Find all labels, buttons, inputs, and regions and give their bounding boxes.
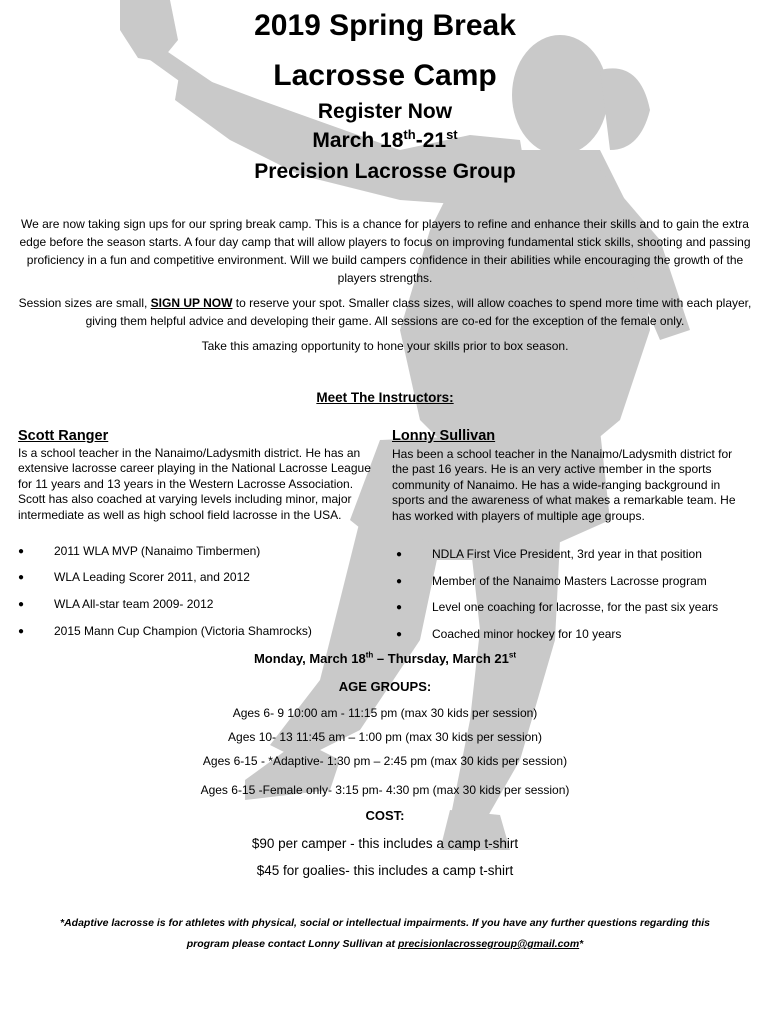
camp-days-end: – Thursday, March 21 (373, 651, 509, 666)
session-text-before: Session sizes are small, (18, 296, 151, 310)
list-item (18, 570, 378, 585)
camp-days-sup2: st (508, 650, 517, 660)
footnote-line2 (0, 937, 770, 951)
camp-days (0, 651, 770, 667)
bullet-icon: ● (396, 549, 403, 560)
bullet-text: WLA All-star team 2009- 2012 (54, 597, 214, 611)
list-item (396, 547, 756, 562)
bullet-text: Coached minor hockey for 10 years (432, 627, 622, 641)
camp-dates (0, 128, 770, 154)
camp-dates-sup2: st (446, 127, 458, 142)
list-item (396, 627, 756, 642)
list-item (18, 597, 378, 612)
organization-name: Precision Lacrosse Group (254, 160, 516, 183)
camp-days-start: Monday, March 18 (253, 651, 366, 666)
cost-heading: COST: (365, 808, 405, 823)
bullet-text: WLA Leading Scorer 2011, and 2012 (54, 570, 250, 584)
bullet-icon: ● (18, 626, 25, 637)
instructor-bio-lonny: Has been a school teacher in the Nanaimo/Ladysmith district for the past 16 years. He is an very active member in the sports community of Nanaimo. He has a wide-ranging background in sports and the awareness of what makes a remarkable team. He has worked with players of multiple age groups. (392, 447, 736, 523)
bullet-icon: ● (18, 599, 25, 610)
session-text-after: to reserve your spot. Smaller class sizes, will allow coaches to spend more time with each player, giving them helpful advice and developing their game. All sessions are co-ed for the exception of the female only. (85, 296, 752, 328)
contact-email-link[interactable]: precisionlacrossegroup@gmail.com (397, 938, 580, 950)
bullet-icon: ● (18, 546, 25, 557)
age-group-row: Ages 10- 13 11:45 am – 1:00 pm (max 30 kids per session) (228, 730, 542, 744)
age-group-row: Ages 6-15 - *Adaptive- 1:30 pm – 2:45 pm (max 30 kids per session) (202, 754, 568, 768)
sign-up-link[interactable]: SIGN UP NOW (150, 296, 233, 310)
list-item (396, 600, 756, 615)
camp-dates-start: March 18 (312, 129, 404, 152)
list-item (396, 574, 756, 589)
instructor-name-scott: Scott Ranger (18, 428, 109, 444)
register-now: Register Now (317, 100, 453, 123)
bullet-text: 2015 Mann Cup Champion (Victoria Shamrocks) (54, 624, 312, 638)
cost-row: $45 for goalies- this includes a camp t-shirt (256, 863, 514, 878)
list-item (18, 544, 378, 559)
age-group-row: Ages 6-15 -Female only- 3:15 pm- 4:30 pm (max 30 kids per session) (200, 783, 570, 797)
bullet-text: Member of the Nanaimo Masters Lacrosse program (432, 574, 707, 588)
intro-paragraph: We are now taking sign ups for our spring break camp. This is a chance for players to refine and enhance their skills and to gain the extra edge before the season starts. A four day camp that will allow players to focus on improving fundamental stick skills, shooting and passing proficiency in a fun and competitive environment. Will we build campers confidence in their abilities while encouraging the growth of the players strengths. (19, 217, 751, 285)
instructors-heading: Meet The Instructors: (316, 390, 454, 405)
bullet-text: 2011 WLA MVP (Nanaimo Timbermen) (54, 544, 261, 558)
age-group-row: Ages 6- 9 10:00 am - 11:15 pm (max 30 kids per session) (232, 706, 538, 720)
age-groups-heading: AGE GROUPS: (338, 679, 432, 694)
bullet-text: NDLA First Vice President, 3rd year in that position (432, 547, 702, 561)
instructor-bio-scott: Is a school teacher in the Nanaimo/Ladysmith district. He has an extensive lacrosse career playing in the National Lacrosse League for 11 years and 13 years in the Western Lacrosse Association. Scott has also coached at varying levels including minor, major intermediate as well as high school field lacrosse in the USA. (18, 446, 371, 522)
page-title-line2: Lacrosse Camp (273, 59, 497, 92)
bullet-icon: ● (18, 572, 25, 583)
bullet-text: Level one coaching for lacrosse, for the past six years (432, 600, 719, 614)
camp-dates-end: -21 (415, 129, 447, 152)
box-season-paragraph: Take this amazing opportunity to hone your skills prior to box season. (201, 339, 569, 353)
camp-days-sup1: th (365, 650, 374, 660)
footnote-text: program please contact Lonny Sullivan at (186, 938, 398, 950)
instructor-name-lonny: Lonny Sullivan (392, 428, 496, 444)
footnote-line1: *Adaptive lacrosse is for athletes with physical, social or intellectual impairments. If you have any further questions regarding this (59, 917, 710, 929)
footnote-end: * (579, 938, 584, 950)
bullet-icon: ● (396, 602, 403, 613)
page-title-line1: 2019 Spring Break (254, 9, 516, 42)
cost-row: $90 per camper - this includes a camp t-shirt (251, 836, 519, 851)
session-paragraph (8, 294, 762, 330)
list-item (18, 624, 378, 639)
camp-dates-sup1: th (403, 127, 416, 142)
bullet-icon: ● (396, 576, 403, 587)
bullet-icon: ● (396, 629, 403, 640)
